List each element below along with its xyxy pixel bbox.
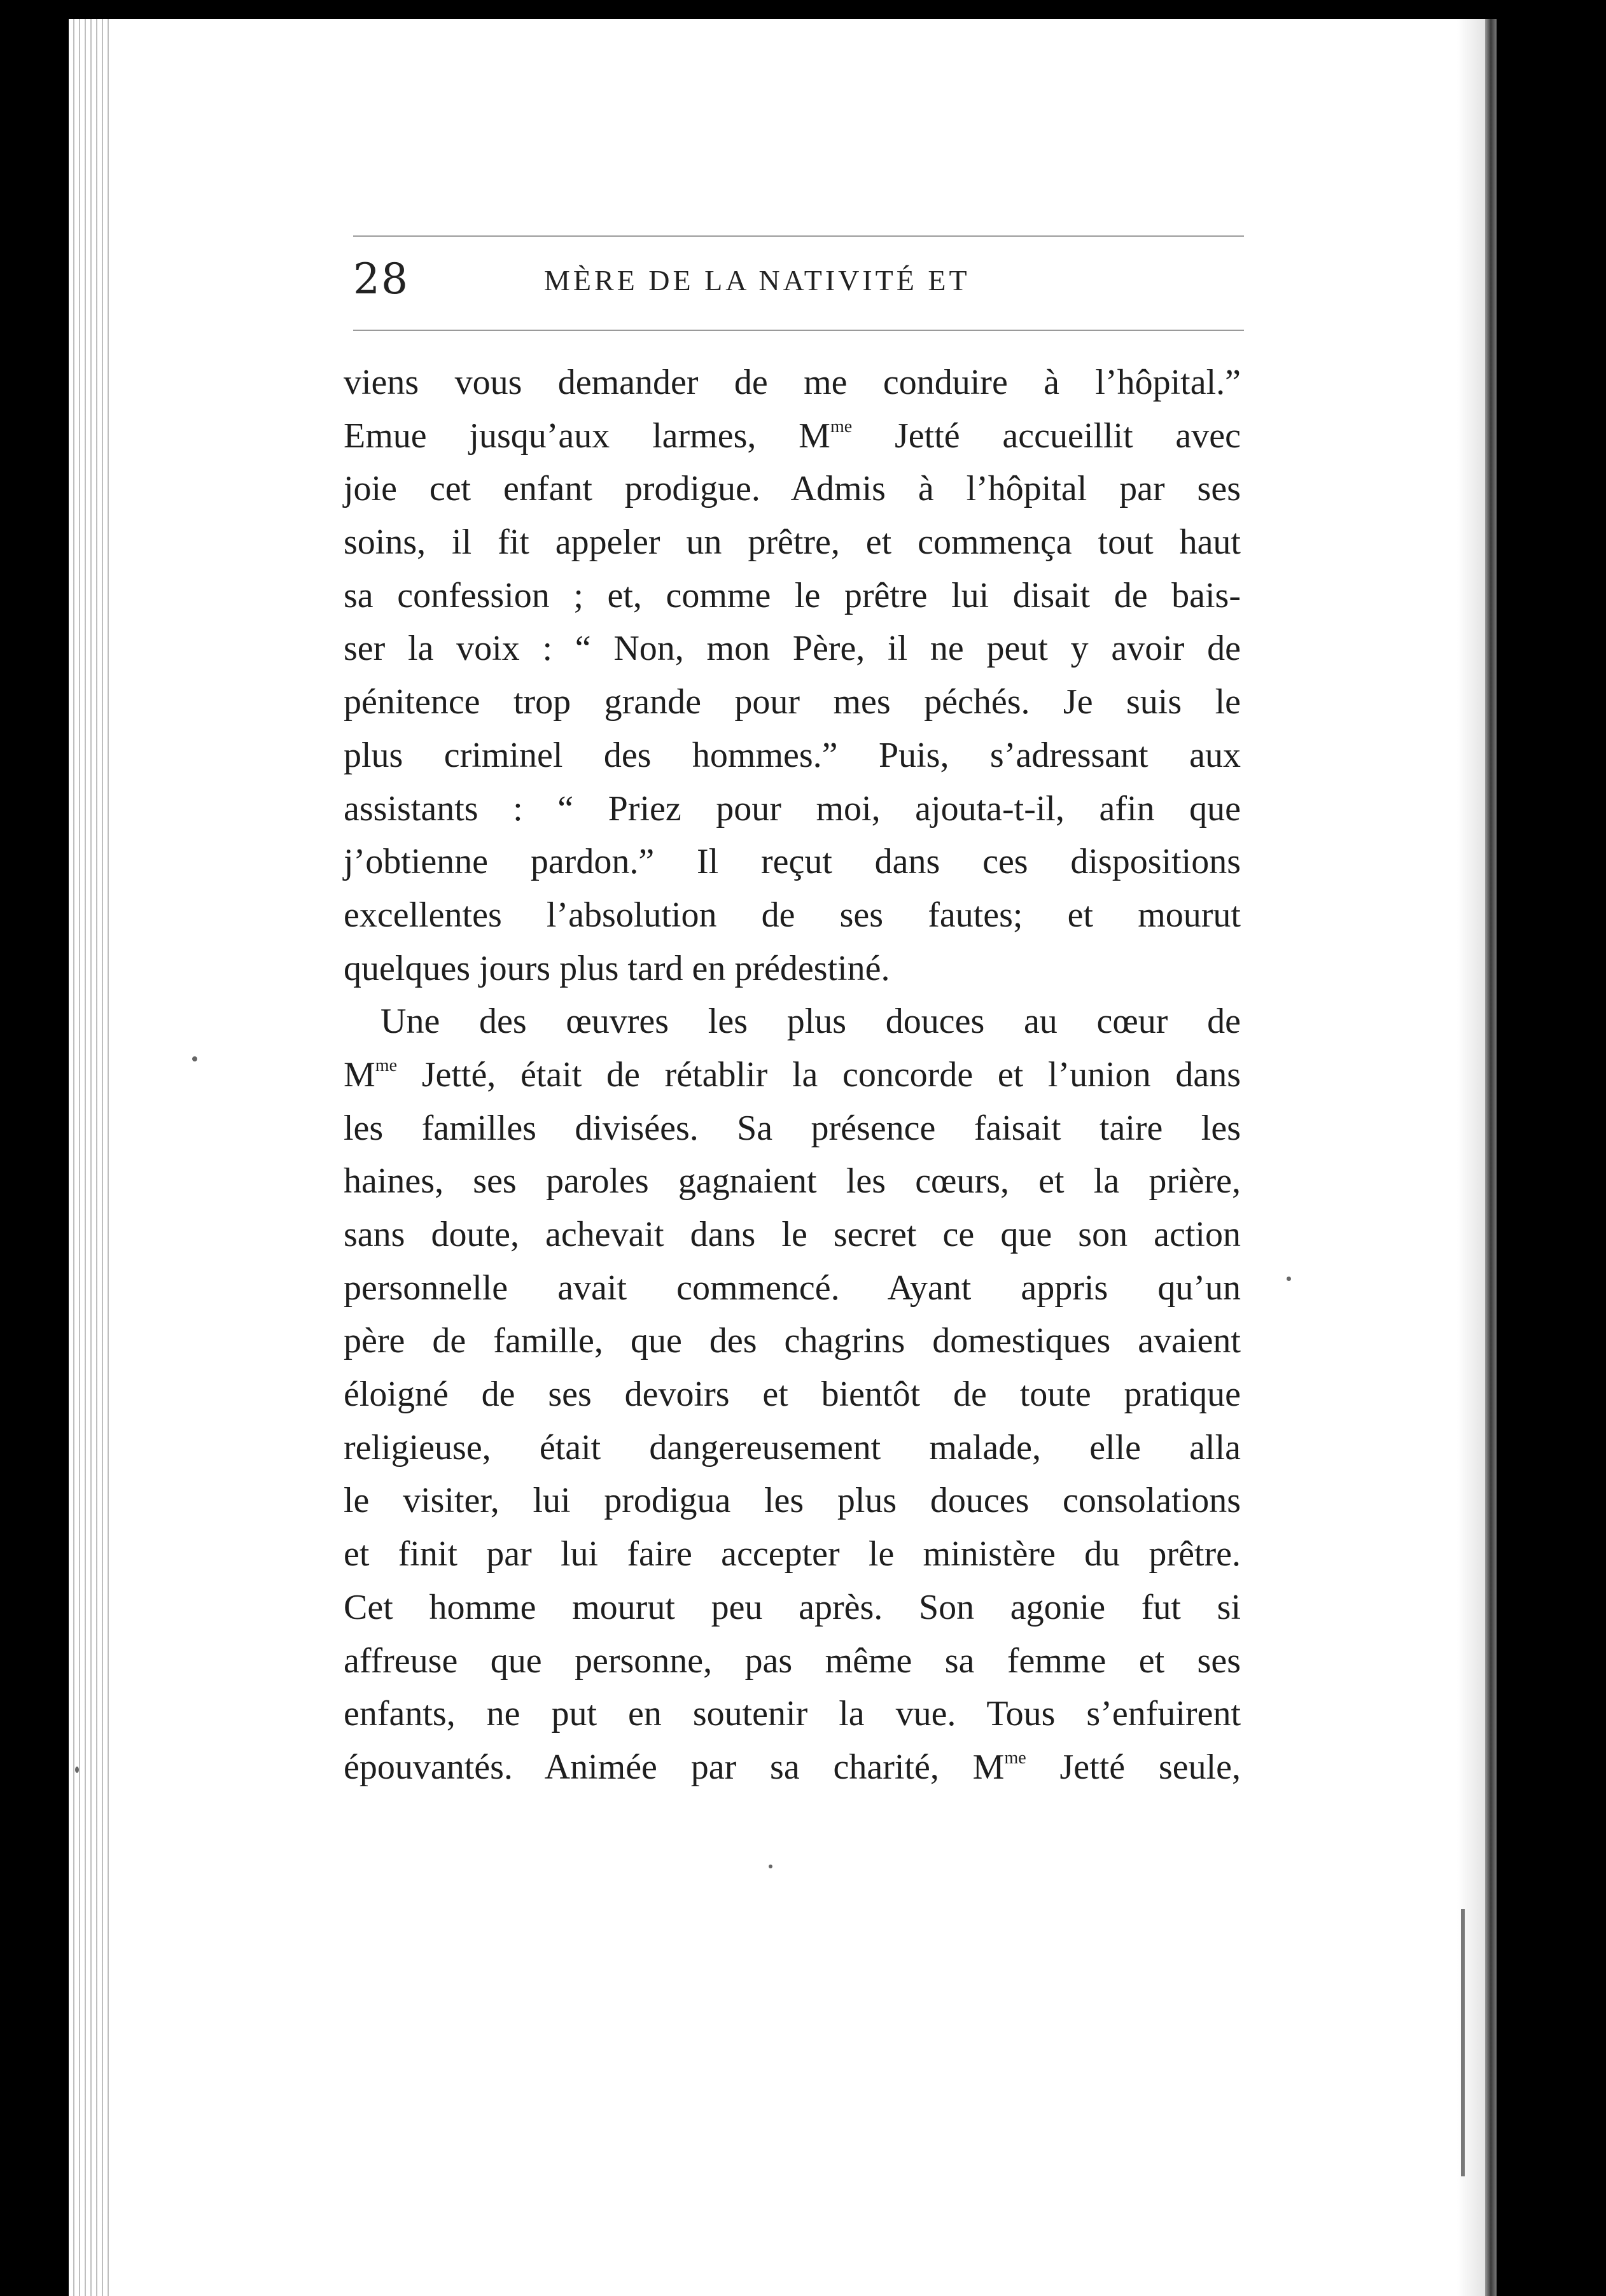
text-line: haines, ses paroles gagnaient les cœurs, et la prière, [344, 1161, 1241, 1201]
text-line: religieuse, était dangereusement malade, elle alla [344, 1427, 1241, 1467]
text-line: ser la voix : “ Non, mon Père, il ne peut y avoir de [344, 629, 1241, 669]
text-line: les familles divisées. Sa présence faisait taire les [344, 1108, 1241, 1148]
text-line: viens vous demander de me conduire à l’hôpital.” [344, 363, 1241, 402]
gutter-mark [1461, 1909, 1465, 2176]
text-fragment: épouvantés. Animée par sa charité, M [344, 1747, 1005, 1787]
text-line: père de famille, que des chagrins domestiques avaient [344, 1321, 1241, 1361]
text-line: excellentes l’absolution de ses fautes; et mourut [344, 895, 1241, 935]
text-line: le visiter, lui prodigua les plus douces consolations [344, 1481, 1241, 1521]
speck [769, 1865, 772, 1868]
header-rule-bottom [353, 330, 1244, 331]
text-line: enfants, ne put en soutenir la vue. Tous s’enfuirent [344, 1694, 1241, 1734]
text-fragment: Jetté accueillit avec [894, 416, 1241, 456]
superscript-me: me [830, 416, 853, 437]
superscript-me: me [375, 1055, 398, 1075]
page-edge-lines [69, 19, 113, 2296]
text-line: j’obtienne pardon.” Il reçut dans ces dispositions [344, 842, 1241, 882]
text-line: Une des œuvres les plus douces au cœur de [381, 1002, 1241, 1042]
text-line: joie cet enfant prodigue. Admis à l’hôpital par ses [344, 469, 1241, 509]
text-line: assistants : “ Priez pour moi, ajouta-t-il, afin que [344, 788, 1241, 829]
text-line: sa confession ; et, comme le prêtre lui disait de bais- [344, 575, 1241, 615]
text-line: pénitence trop grande pour mes péchés. Je suis le [344, 682, 1241, 722]
text-fragment: Jetté, était de rétablir la concorde et l’union dans [421, 1054, 1241, 1095]
page-number: 28 [353, 255, 409, 304]
text-line [344, 1741, 1241, 1795]
text-line: sans doute, achevait dans le secret ce que son action [344, 1215, 1241, 1254]
body-text [344, 356, 1241, 1795]
text-line: Cet homme mourut peu après. Son agonie fut si [344, 1587, 1241, 1627]
speck [1287, 1277, 1291, 1281]
superscript-me: me [1004, 1747, 1026, 1768]
text-line: plus criminel des hommes.” Puis, s’adressant aux [344, 735, 1241, 775]
text-line: éloigné de ses devoirs et bientôt de toute pratique [344, 1375, 1241, 1415]
text-line: personnelle avait commencé. Ayant appris qu’un [344, 1268, 1241, 1308]
text-line [344, 410, 1241, 463]
speck [192, 1056, 197, 1061]
text-line: affreuse que personne, pas même sa femme et ses [344, 1641, 1241, 1681]
running-title: MÈRE DE LA NATIVITÉ ET [544, 264, 970, 297]
running-header [353, 235, 1244, 337]
text-line [344, 1049, 1241, 1102]
text-line: soins, il fit appeler un prêtre, et commença tout haut [344, 522, 1241, 563]
header-rule-top [353, 235, 1244, 237]
speck [75, 1767, 79, 1773]
book-gutter [1485, 19, 1497, 2296]
text-line: et finit par lui faire accepter le ministère du prêtre. [344, 1534, 1241, 1574]
text-line: quelques jours plus tard en prédestiné. [344, 948, 890, 988]
text-fragment: Jetté seule, [1059, 1747, 1241, 1787]
text-fragment: Emue jusqu’aux larmes, M [344, 416, 830, 456]
text-fragment: M [344, 1054, 375, 1095]
